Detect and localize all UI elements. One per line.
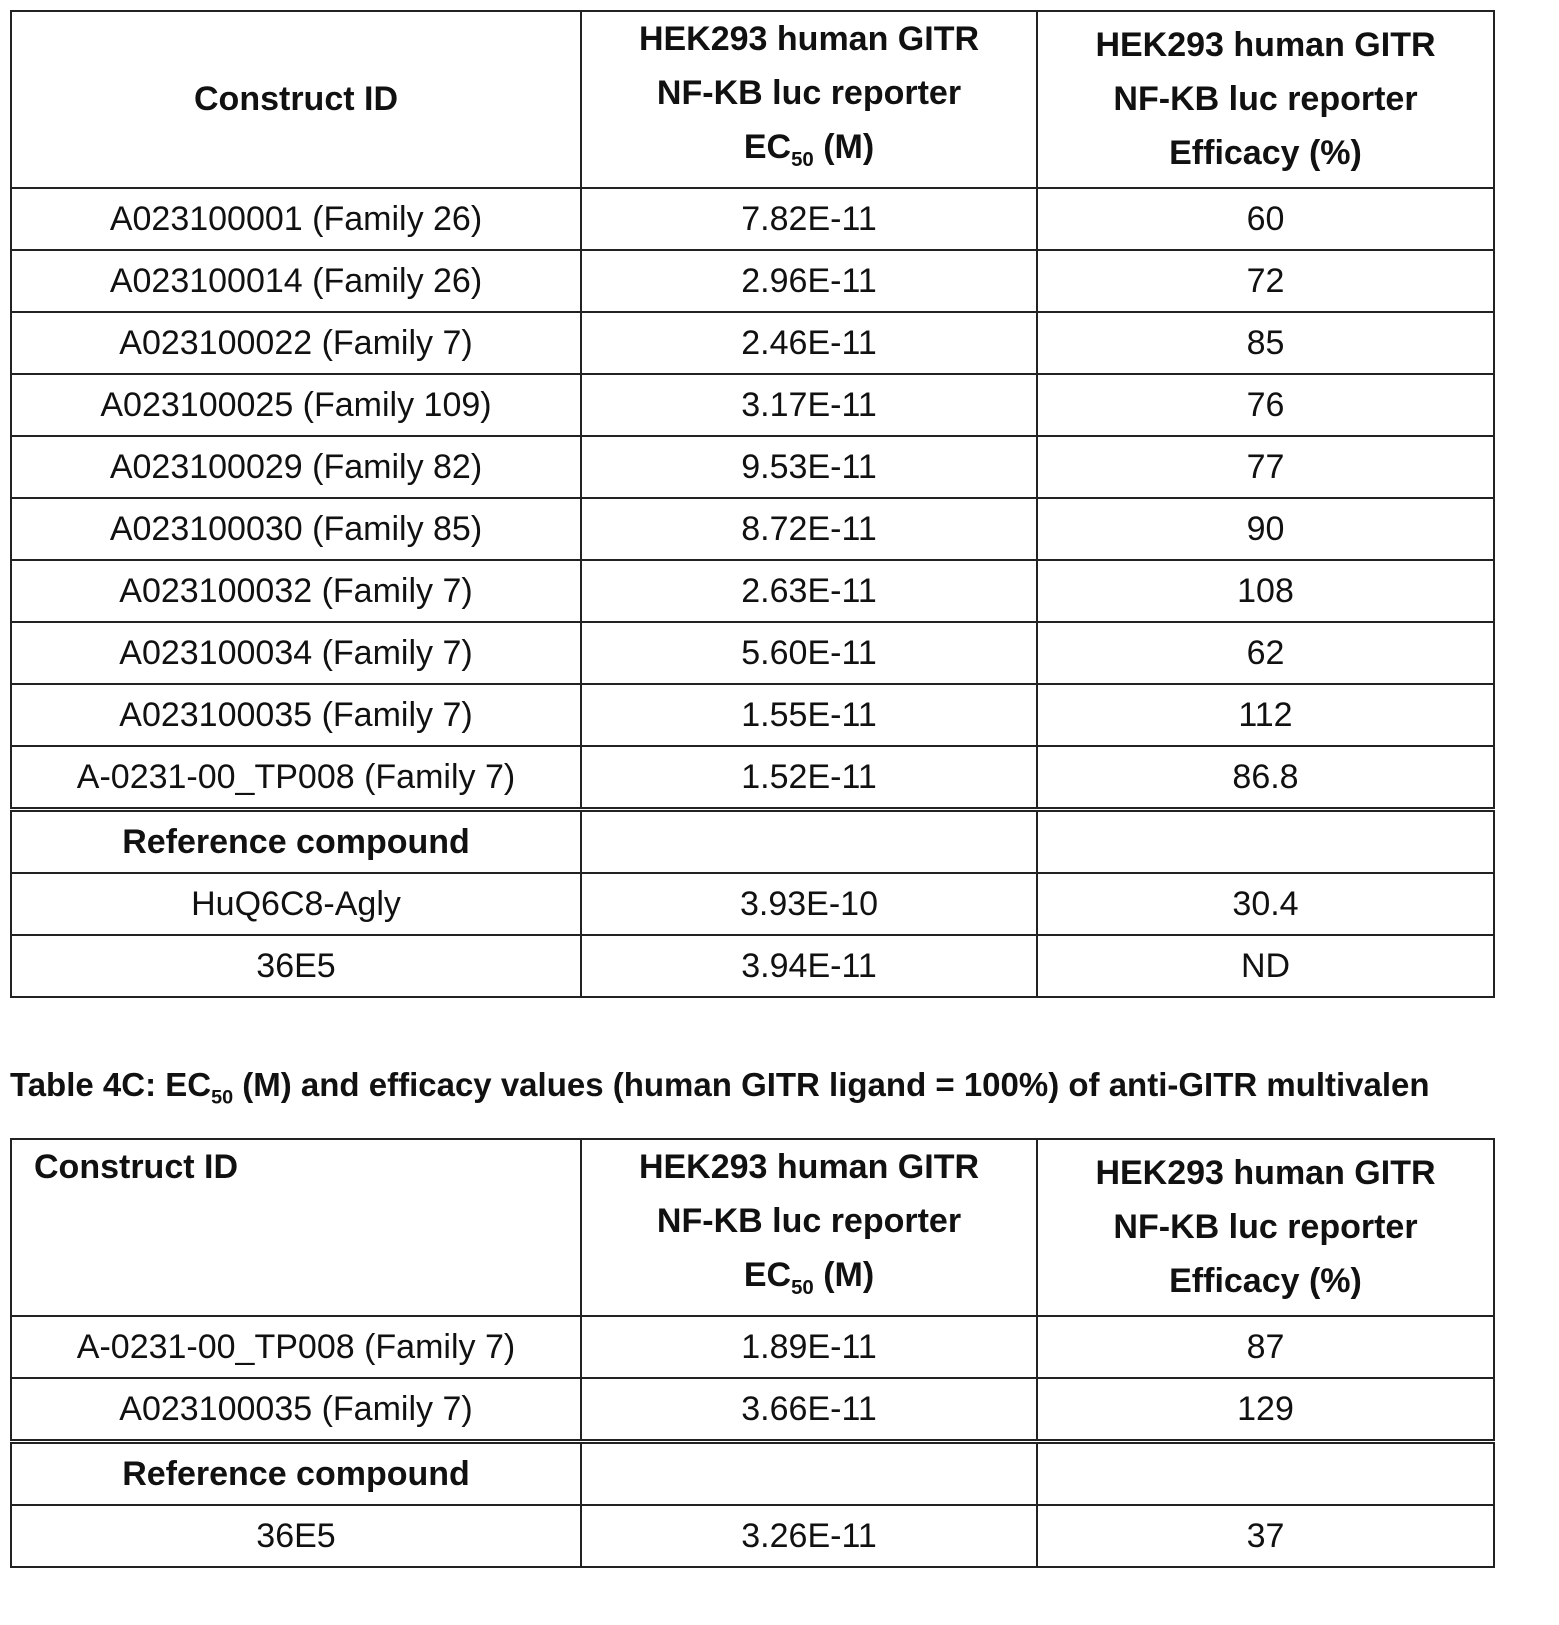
construct-id-cell: A023100032 (Family 7) [11, 560, 581, 622]
construct-id-cell: A-0231-00_TP008 (Family 7) [11, 1316, 581, 1378]
construct-id-cell: A023100014 (Family 26) [11, 250, 581, 312]
ec50-cell: 3.93E-10 [581, 873, 1037, 935]
header-text: Efficacy (%) [1169, 134, 1362, 172]
efficacy-cell: 77 [1037, 436, 1494, 498]
ec50-cell: 3.66E-11 [581, 1378, 1037, 1442]
table-row [11, 560, 1494, 622]
header-subscript: 50 [791, 1277, 814, 1299]
header-row [11, 1139, 1494, 1316]
ec50-cell: 3.26E-11 [581, 1505, 1037, 1567]
header-text: (M) [814, 128, 874, 166]
ec50-cell: 1.52E-11 [581, 746, 1037, 810]
header-efficacy [1037, 1139, 1494, 1316]
results-table-4b [10, 10, 1495, 998]
table-row [11, 1316, 1494, 1378]
header-construct-id: Construct ID [11, 11, 581, 188]
table-row [11, 1505, 1494, 1567]
efficacy-cell: 112 [1037, 684, 1494, 746]
table-row [11, 746, 1494, 810]
reference-header-row [11, 809, 1494, 873]
header-text: NF-KB luc reporter [657, 74, 961, 112]
construct-id-cell: 36E5 [11, 1505, 581, 1567]
header-row [11, 11, 1494, 188]
table-row [11, 374, 1494, 436]
construct-id-cell: HuQ6C8-Agly [11, 873, 581, 935]
construct-id-cell: A023100022 (Family 7) [11, 312, 581, 374]
construct-id-cell: A023100029 (Family 82) [11, 436, 581, 498]
results-table-4c [10, 1138, 1495, 1568]
header-ec50 [581, 11, 1037, 188]
caption-text: (M) and efficacy values (human GITR ligand = 100%) of anti-GITR multivalen [233, 1066, 1429, 1103]
ec50-cell: 3.17E-11 [581, 374, 1037, 436]
efficacy-cell: 87 [1037, 1316, 1494, 1378]
header-text: HEK293 human GITR [639, 20, 979, 58]
efficacy-cell: 86.8 [1037, 746, 1494, 810]
header-construct-id: Construct ID [11, 1139, 581, 1316]
empty-cell [581, 809, 1037, 873]
empty-cell [581, 1441, 1037, 1505]
construct-id-cell: 36E5 [11, 935, 581, 997]
header-text: HEK293 human GITR [1095, 1154, 1435, 1192]
header-text: NF-KB luc reporter [1113, 80, 1417, 118]
reference-compound-label: Reference compound [11, 809, 581, 873]
empty-cell [1037, 1441, 1494, 1505]
header-text: NF-KB luc reporter [1113, 1208, 1417, 1246]
table-row [11, 250, 1494, 312]
reference-compound-label: Reference compound [11, 1441, 581, 1505]
table-row [11, 188, 1494, 250]
ec50-cell: 7.82E-11 [581, 188, 1037, 250]
table-caption [10, 1066, 1430, 1110]
construct-id-cell: A-0231-00_TP008 (Family 7) [11, 746, 581, 810]
header-text: HEK293 human GITR [639, 1148, 979, 1186]
table-row [11, 935, 1494, 997]
ec50-cell: 9.53E-11 [581, 436, 1037, 498]
construct-id-cell: A023100030 (Family 85) [11, 498, 581, 560]
ec50-cell: 5.60E-11 [581, 622, 1037, 684]
construct-id-cell: A023100035 (Family 7) [11, 1378, 581, 1442]
efficacy-cell: 60 [1037, 188, 1494, 250]
reference-header-row [11, 1441, 1494, 1505]
empty-cell [1037, 809, 1494, 873]
efficacy-cell: 90 [1037, 498, 1494, 560]
table-row [11, 873, 1494, 935]
efficacy-cell: 72 [1037, 250, 1494, 312]
construct-id-cell: A023100025 (Family 109) [11, 374, 581, 436]
header-subscript: 50 [791, 149, 814, 171]
ec50-cell: 2.46E-11 [581, 312, 1037, 374]
table-row [11, 436, 1494, 498]
efficacy-cell: 30.4 [1037, 873, 1494, 935]
table-row [11, 684, 1494, 746]
efficacy-cell: 85 [1037, 312, 1494, 374]
efficacy-cell: 108 [1037, 560, 1494, 622]
header-efficacy [1037, 11, 1494, 188]
efficacy-cell: 62 [1037, 622, 1494, 684]
efficacy-cell: 76 [1037, 374, 1494, 436]
ec50-cell: 1.55E-11 [581, 684, 1037, 746]
caption-subscript: 50 [211, 1087, 233, 1109]
construct-id-cell: A023100034 (Family 7) [11, 622, 581, 684]
table-row [11, 498, 1494, 560]
header-text: EC [744, 128, 791, 166]
efficacy-cell: ND [1037, 935, 1494, 997]
table-row [11, 622, 1494, 684]
ec50-cell: 8.72E-11 [581, 498, 1037, 560]
header-text: NF-KB luc reporter [657, 1202, 961, 1240]
ec50-cell: 2.96E-11 [581, 250, 1037, 312]
construct-id-cell: A023100035 (Family 7) [11, 684, 581, 746]
table-row [11, 312, 1494, 374]
header-ec50 [581, 1139, 1037, 1316]
header-text: EC [744, 1256, 791, 1294]
efficacy-cell: 37 [1037, 1505, 1494, 1567]
table-row [11, 1378, 1494, 1442]
ec50-cell: 3.94E-11 [581, 935, 1037, 997]
ec50-cell: 1.89E-11 [581, 1316, 1037, 1378]
ec50-cell: 2.63E-11 [581, 560, 1037, 622]
efficacy-cell: 129 [1037, 1378, 1494, 1442]
caption-text: Table 4C: EC [10, 1066, 211, 1103]
header-text: Efficacy (%) [1169, 1262, 1362, 1300]
header-text: (M) [814, 1256, 874, 1294]
header-text: HEK293 human GITR [1095, 26, 1435, 64]
construct-id-cell: A023100001 (Family 26) [11, 188, 581, 250]
